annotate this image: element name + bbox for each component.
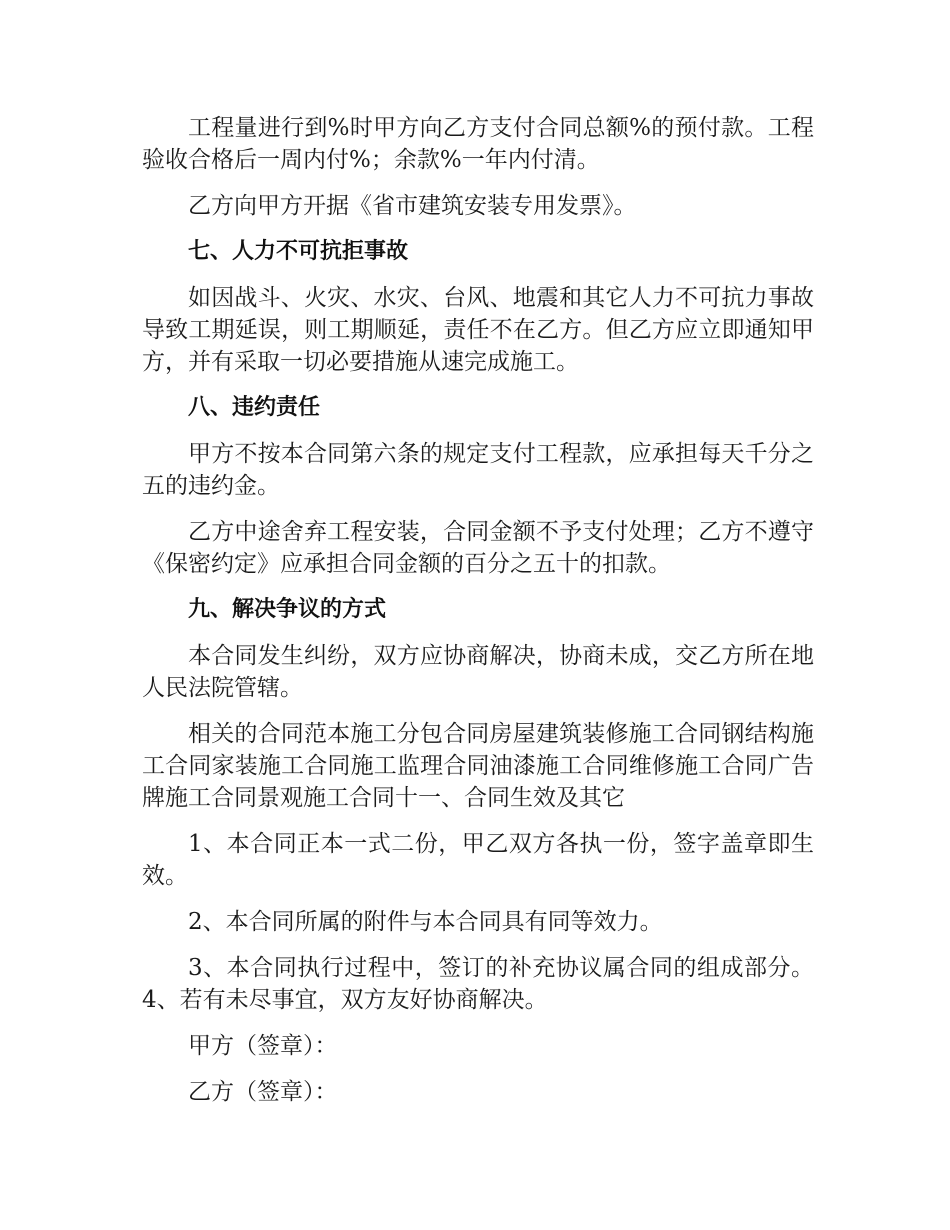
force-majeure-paragraph: 如因战斗、火灾、水灾、台风、地震和其它人力不可抗力事故导致工期延误，则工期顺延，责任不在乙方。但乙方应立即通知甲方，并有采取一切必要措施从速完成施工。 — [142, 285, 814, 375]
section-heading-dispute: 九、解决争议的方式 — [188, 597, 387, 622]
party-b-signature-line: 乙方（签章）： — [188, 1079, 338, 1105]
invoice-paragraph: 乙方向甲方开据《省市建筑安装专用发票》。 — [188, 193, 637, 219]
section-heading-force-majeure: 七、人力不可抗拒事故 — [188, 239, 409, 264]
clause-3-4-paragraph: 3、本合同执行过程中，签订的补充协议属合同的组成部分。4、若有未尽事宜，双方友好协商解决。 — [142, 955, 814, 1013]
related-templates-paragraph: 相关的合同范本施工分包合同房屋建筑装修施工合同钢结构施工合同家装施工合同施工监理合同油漆施工合同维修施工合同广告牌施工合同景观施工合同十一、合同生效及其它 — [142, 721, 814, 811]
section-heading-breach: 八、违约责任 — [188, 395, 321, 420]
dispute-paragraph: 本合同发生纠纷，双方应协商解决，协商未成，交乙方所在地人民法院管辖。 — [142, 643, 814, 701]
party-a-signature-line: 甲方（签章）： — [188, 1033, 338, 1059]
breach-party-a-paragraph: 甲方不按本合同第六条的规定支付工程款，应承担每天千分之五的违约金。 — [142, 441, 814, 499]
payment-terms-paragraph: 工程量进行到%时甲方向乙方支付合同总额%的预付款。工程验收合格后一周内付%；余款%一年内付清。 — [142, 115, 814, 173]
clause-1-paragraph: 1、本合同正本一式二份，甲乙双方各执一份，签字盖章即生效。 — [142, 831, 814, 889]
document-body — [142, 112, 814, 1122]
clause-2-paragraph: 2、本合同所属的附件与本合同具有同等效力。 — [188, 909, 663, 935]
breach-party-b-paragraph: 乙方中途舍弃工程安装，合同金额不予支付处理；乙方不遵守《保密约定》应承担合同金额的百分之五十的扣款。 — [142, 519, 814, 577]
